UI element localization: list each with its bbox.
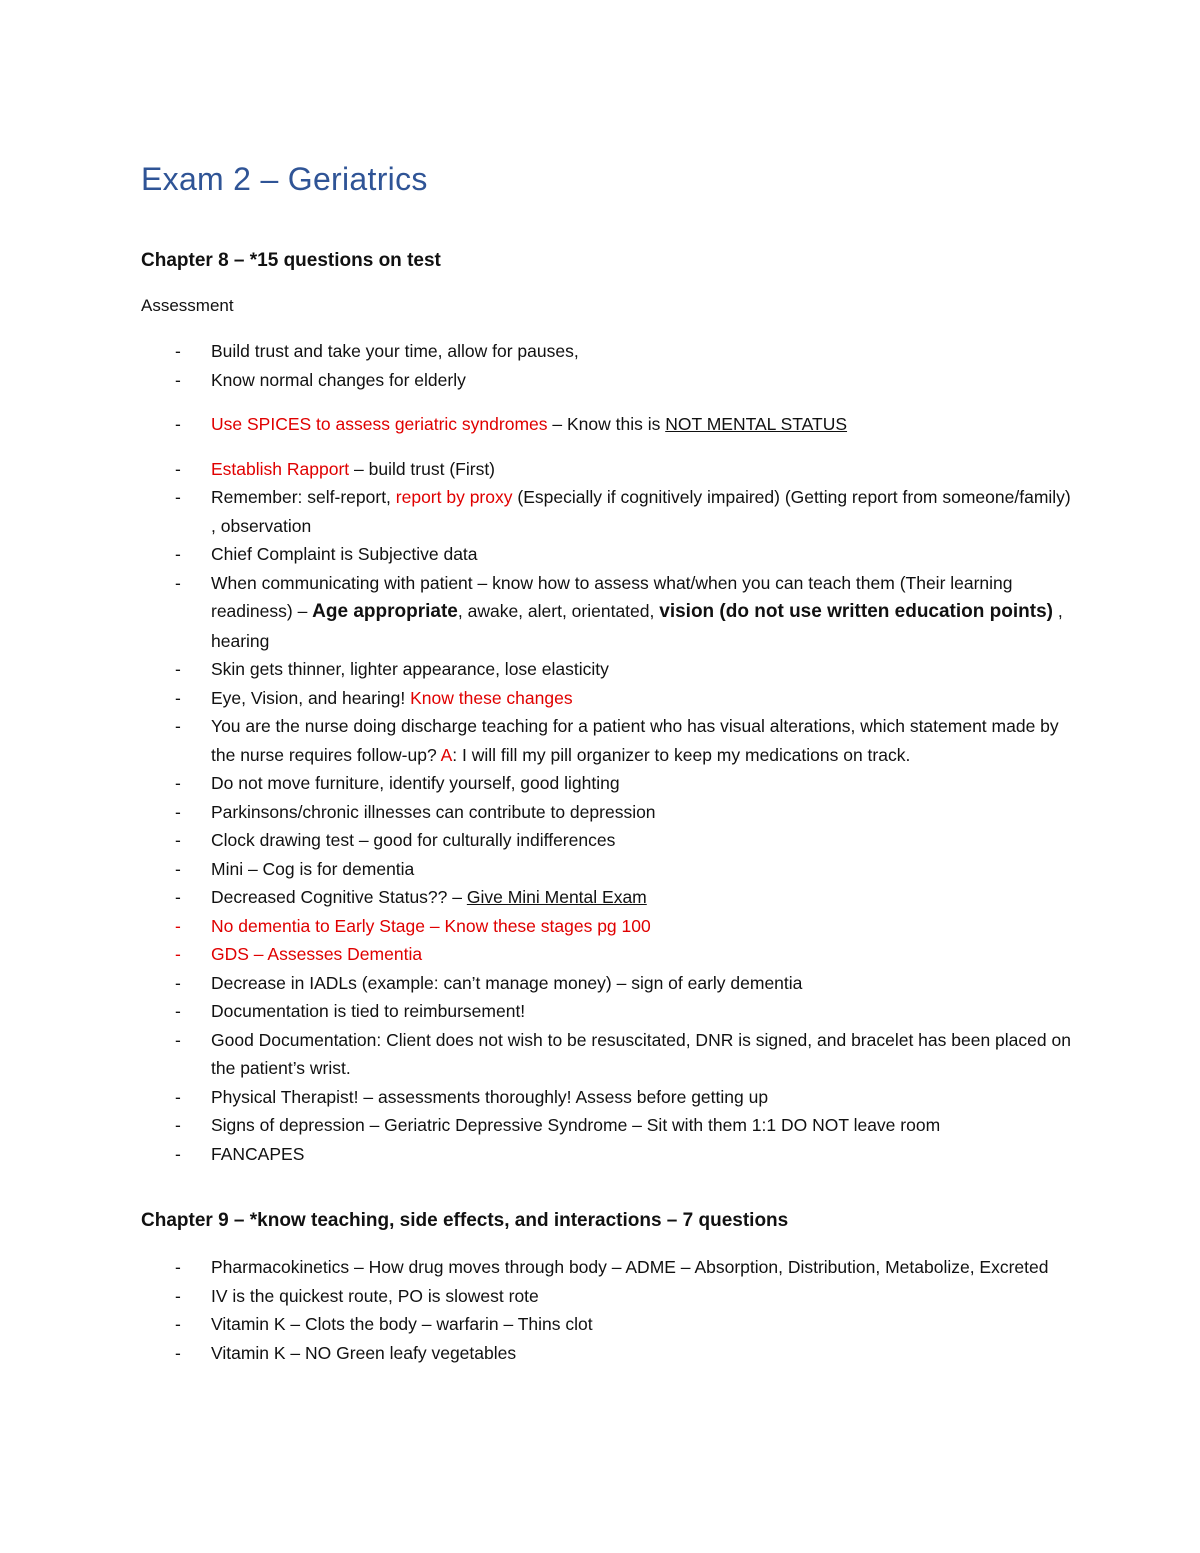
- list-item: - Use SPICES to assess geriatric syndromes – Know this is NOT MENTAL STATUS: [141, 410, 1071, 439]
- list-item: - Vitamin K – NO Green leafy vegetables: [141, 1339, 1071, 1368]
- list-item: - Remember: self-report, report by proxy (Especially if cognitively impaired) (Getting report from someone/family) , observation: [141, 483, 1071, 540]
- chapter-8-list: [141, 337, 1071, 1168]
- bullet-dash: -: [175, 458, 181, 479]
- bullet-dash: -: [175, 1029, 181, 1050]
- highlight-text: Use SPICES to assess geriatric syndromes: [211, 414, 548, 434]
- list-item: - Establish Rapport – build trust (First): [141, 455, 1071, 484]
- bullet-dash: -: [175, 716, 181, 736]
- list-item: - You are the nurse doing discharge teaching for a patient who has visual alterations, which statement made by the nurse requires follow-up? A: I will fill my pill organizer to keep my medications on track.: [141, 712, 1071, 769]
- bullet-dash: -: [175, 341, 181, 361]
- bold-text: vision (do not use written education points): [659, 601, 1053, 622]
- highlight-text: A: [440, 744, 453, 765]
- list-item: - No dementia to Early Stage – Know these stages pg 100: [141, 912, 1071, 941]
- list-item: - FANCAPES: [141, 1140, 1071, 1169]
- list-item: - Mini – Cog is for dementia: [141, 855, 1071, 884]
- bullet-dash: -: [175, 1257, 181, 1277]
- list-item: - GDS – Assesses Dementia: [141, 940, 1071, 969]
- list-item: - Good Documentation: Client does not wish to be resuscitated, DNR is signed, and bracelet has been placed on the patient’s wrist.: [141, 1026, 1071, 1083]
- bullet-dash: -: [175, 1342, 181, 1363]
- bold-text: Age appropriate: [312, 601, 458, 622]
- highlight-text: Know these changes: [410, 687, 573, 708]
- highlight-text: Establish Rapport: [211, 458, 350, 479]
- bullet-dash: -: [175, 572, 181, 593]
- list-item: - Do not move furniture, identify yourself, good lighting: [141, 769, 1071, 798]
- list-item: - Parkinsons/chronic illnesses can contribute to depression: [141, 798, 1071, 827]
- list-item: - Signs of depression – Geriatric Depressive Syndrome – Sit with them 1:1 DO NOT leave room: [141, 1111, 1071, 1140]
- highlight-text: report by proxy: [395, 487, 513, 507]
- chapter-9-heading: Chapter 9 – *know teaching, side effects, and interactions – 7 questions: [141, 1210, 789, 1231]
- bullet-dash: -: [175, 858, 181, 879]
- list-item: - Skin gets thinner, lighter appearance, lose elasticity: [141, 655, 1071, 684]
- bullet-dash: -: [175, 487, 181, 507]
- list-item: - Pharmacokinetics – How drug moves through body – ADME – Absorption, Distribution, Metabolize, Excreted: [141, 1253, 1071, 1282]
- bullet-dash: -: [175, 915, 181, 936]
- list-item: - Know normal changes for elderly: [141, 366, 1071, 395]
- bullet-dash: -: [175, 1001, 181, 1021]
- bullet-dash: -: [175, 687, 181, 708]
- list-item: - Decrease in IADLs (example: can’t manage money) – sign of early dementia: [141, 969, 1071, 998]
- chapter-8-heading: Chapter 8 – *15 questions on test: [141, 250, 441, 271]
- bullet-dash: -: [175, 972, 181, 993]
- list-item: - Clock drawing test – good for culturally indifferences: [141, 826, 1071, 855]
- bullet-dash: -: [175, 944, 181, 964]
- bullet-dash: -: [175, 1314, 181, 1334]
- list-item: - Vitamin K – Clots the body – warfarin – Thins clot: [141, 1310, 1071, 1339]
- bullet-dash: -: [175, 544, 181, 564]
- list-item: - Documentation is tied to reimbursement!: [141, 997, 1071, 1026]
- bullet-dash: -: [175, 887, 181, 907]
- bullet-dash: -: [175, 414, 181, 434]
- bullet-dash: -: [175, 1086, 181, 1107]
- list-item: - Decreased Cognitive Status?? – Give Mini Mental Exam: [141, 883, 1071, 912]
- list-item: - Eye, Vision, and hearing! Know these changes: [141, 684, 1071, 713]
- bullet-dash: -: [175, 1143, 181, 1164]
- list-item: - IV is the quickest route, PO is slowest rote: [141, 1282, 1071, 1311]
- assessment-subheading: Assessment: [141, 296, 234, 315]
- chapter-9-list: [141, 1253, 1071, 1367]
- bullet-dash: -: [175, 659, 181, 679]
- bullet-dash: -: [175, 1115, 181, 1135]
- page-title: Exam 2 – Geriatrics: [141, 161, 428, 197]
- list-item: - When communicating with patient – know how to assess what/when you can teach them (Their learning readiness) – Age appropriate, awake, alert, orientated, vision (do not use written education points) , hearing: [141, 569, 1071, 656]
- list-item: - Physical Therapist! – assessments thoroughly! Assess before getting up: [141, 1083, 1071, 1112]
- bullet-dash: -: [175, 801, 181, 822]
- list-item: - Build trust and take your time, allow for pauses,: [141, 337, 1071, 366]
- bullet-dash: -: [175, 369, 181, 390]
- underlined-text: Give Mini Mental Exam: [466, 887, 647, 907]
- list-item: - Chief Complaint is Subjective data: [141, 540, 1071, 569]
- bullet-dash: -: [175, 830, 181, 850]
- bullet-dash: -: [175, 773, 181, 793]
- underlined-text: NOT MENTAL STATUS: [665, 414, 848, 434]
- bullet-dash: -: [175, 1285, 181, 1306]
